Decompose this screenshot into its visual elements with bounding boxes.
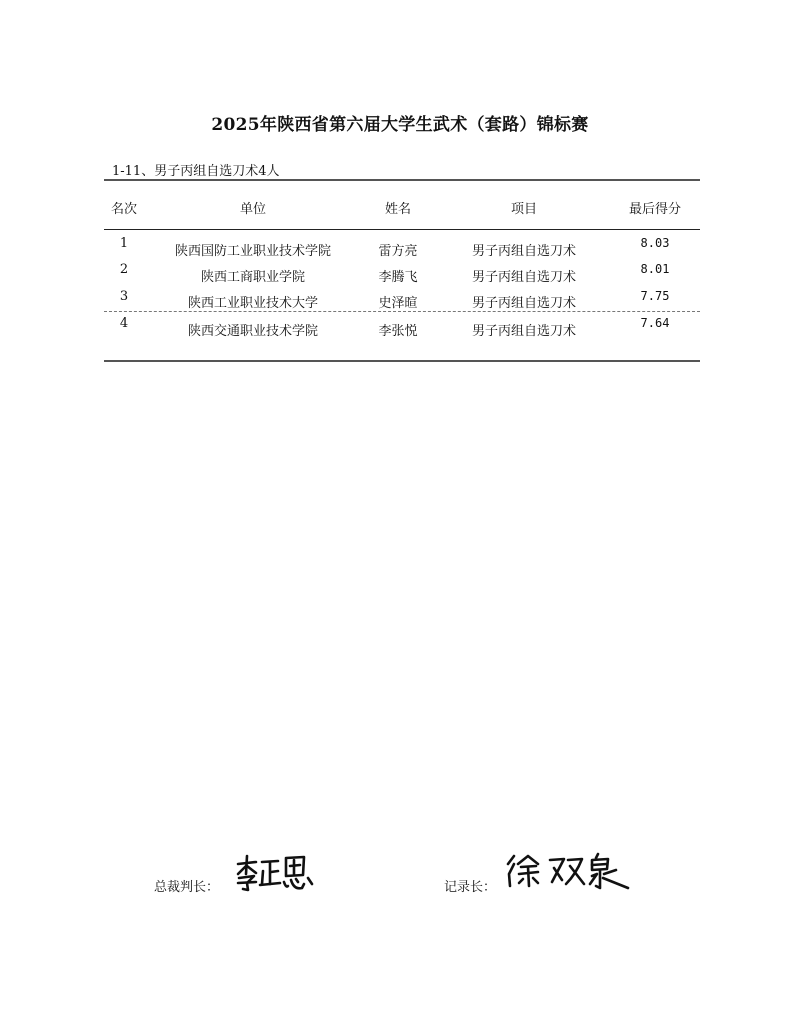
qualifier-divider [104,311,700,312]
row-name: 李张悦 [378,324,418,339]
row-score: 8.01 [640,262,670,276]
row-item: 男子丙组自选刀术 [471,296,576,311]
event-label: 1-11、男子丙组自选刀术4人 [112,164,280,179]
row-name: 史泽暄 [378,296,418,311]
row-score: 8.03 [640,236,670,250]
recorder-signature [504,850,634,892]
header-rule [104,229,700,230]
row-unit: 陕西工商职业学院 [200,270,305,285]
header-rank: 名次 [110,202,137,217]
table-bottom-rule [104,360,700,362]
row-rank: 4 [119,316,129,331]
row-item: 男子丙组自选刀术 [471,244,576,259]
recorder-label: 记录长： [444,880,497,895]
row-score: 7.64 [640,316,670,330]
row-item: 男子丙组自选刀术 [471,270,576,285]
row-name: 雷方亮 [378,244,418,259]
row-rank: 1 [119,236,129,251]
row-score: 7.75 [640,289,670,303]
row-unit: 陕西国防工业职业技术学院 [174,244,331,259]
table-top-rule [104,179,700,181]
chief-referee-signature [232,852,318,894]
header-name: 姓名 [384,202,411,217]
row-unit: 陕西工业职业技术大学 [187,296,318,311]
row-rank: 3 [119,289,129,304]
header-score: 最后得分 [628,202,681,217]
row-unit: 陕西交通职业技术学院 [187,324,318,339]
row-name: 李腾飞 [378,270,418,285]
chief-referee-label: 总裁判长： [154,880,220,895]
row-rank: 2 [119,262,129,277]
row-item: 男子丙组自选刀术 [471,324,576,339]
header-item: 项目 [510,202,537,217]
page-title: 2025年陕西省第六届大学生武术（套路）锦标赛 [211,115,589,135]
header-unit: 单位 [239,202,266,217]
